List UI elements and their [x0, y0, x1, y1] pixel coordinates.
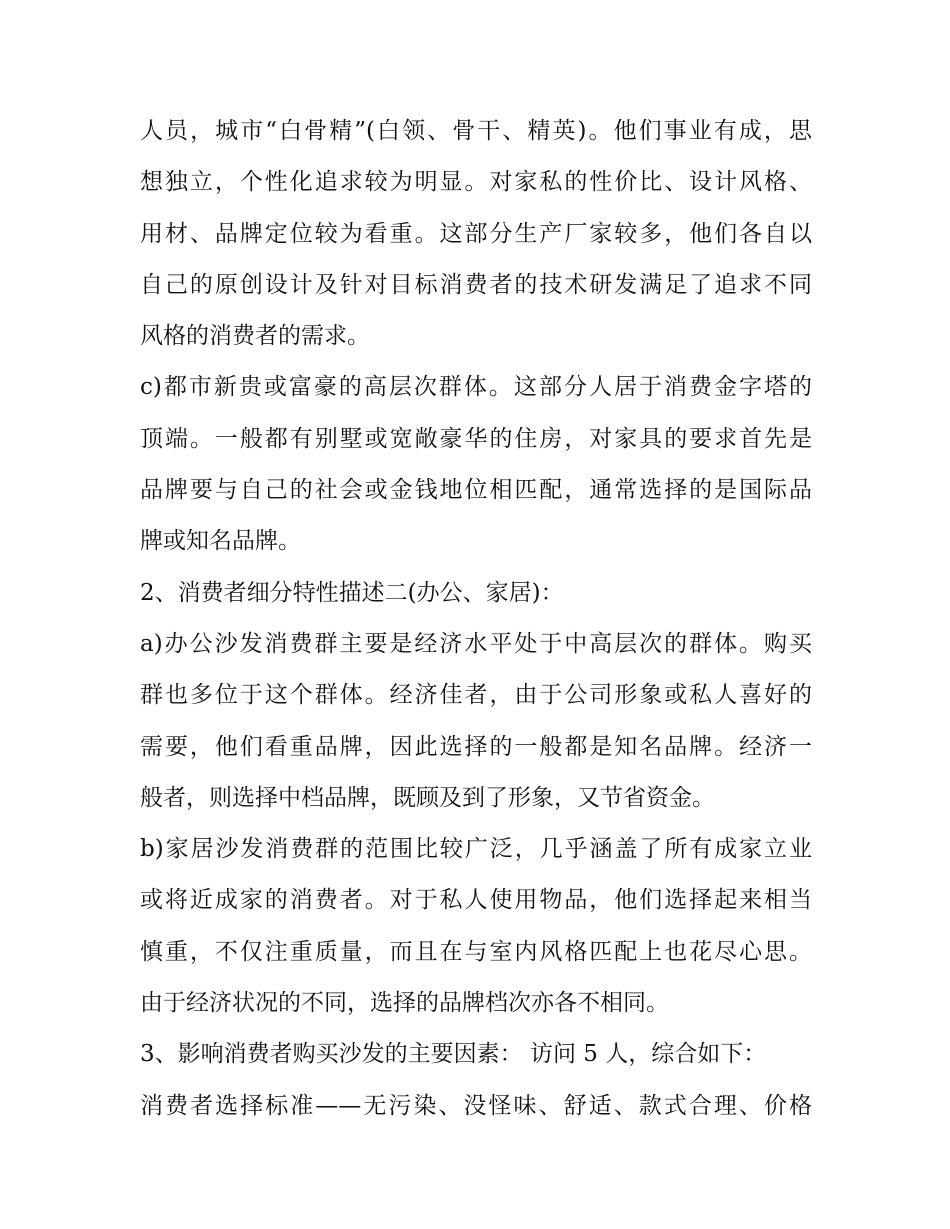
text-line: 人员，城市“白骨精”(白领、骨干、精英)。他们事业有成，思	[140, 118, 812, 144]
text-line: 群也多位于这个群体。经济佳者，由于公司形象或私人喜好的	[140, 682, 812, 709]
text-line: 顶端。一般都有别墅或宽敞豪华的住房，对家具的要求首先是	[140, 425, 812, 452]
text-line: a)办公沙发消费群主要是经济水平处于中高层次的群体。购买	[140, 630, 812, 657]
text-line: 或将近成家的消费者。对于私人使用物品，他们选择起来相当	[140, 887, 812, 914]
text-line: 牌或知名品牌。	[140, 528, 301, 555]
body-text	[140, 106, 812, 1132]
text-line: 品牌要与自己的社会或金钱地位相匹配，通常选择的是国际品	[140, 477, 812, 504]
text-line: c)都市新贵或富豪的高层次群体。这部分人居于消费金字塔的	[140, 374, 812, 401]
section-heading: 2、消费者细分特性描述二(办公、家居)：	[140, 579, 564, 606]
text-line: b)家居沙发消费群的范围比较广泛，几乎涵盖了所有成家立业	[140, 836, 812, 863]
section-heading: 3、影响消费者购买沙发的主要因素： 访问 5 人，综合如下：	[140, 1041, 767, 1068]
text-line: 用材、品牌定位较为看重。这部分生产厂家较多，他们各自以	[140, 220, 812, 247]
text-line: 由于经济状况的不同，选择的品牌档次亦各不相同。	[140, 990, 669, 1017]
text-line: 自己的原创设计及针对目标消费者的技术研发满足了追求不同	[140, 271, 812, 298]
text-line: 慎重，不仅注重质量，而且在与室内风格匹配上也花尽心思。	[140, 938, 812, 965]
text-line: 消费者选择标准——无污染、没怪味、舒适、款式合理、价格	[140, 1092, 812, 1119]
text-line: 般者，则选择中档品牌，既顾及到了形象，又节省资金。	[140, 784, 715, 811]
text-line: 想独立，个性化追求较为明显。对家私的性价比、设计风格、	[140, 169, 812, 196]
text-line: 风格的消费者的需求。	[140, 323, 370, 350]
text-line: 需要，他们看重品牌，因此选择的一般都是知名品牌。经济一	[140, 733, 812, 760]
